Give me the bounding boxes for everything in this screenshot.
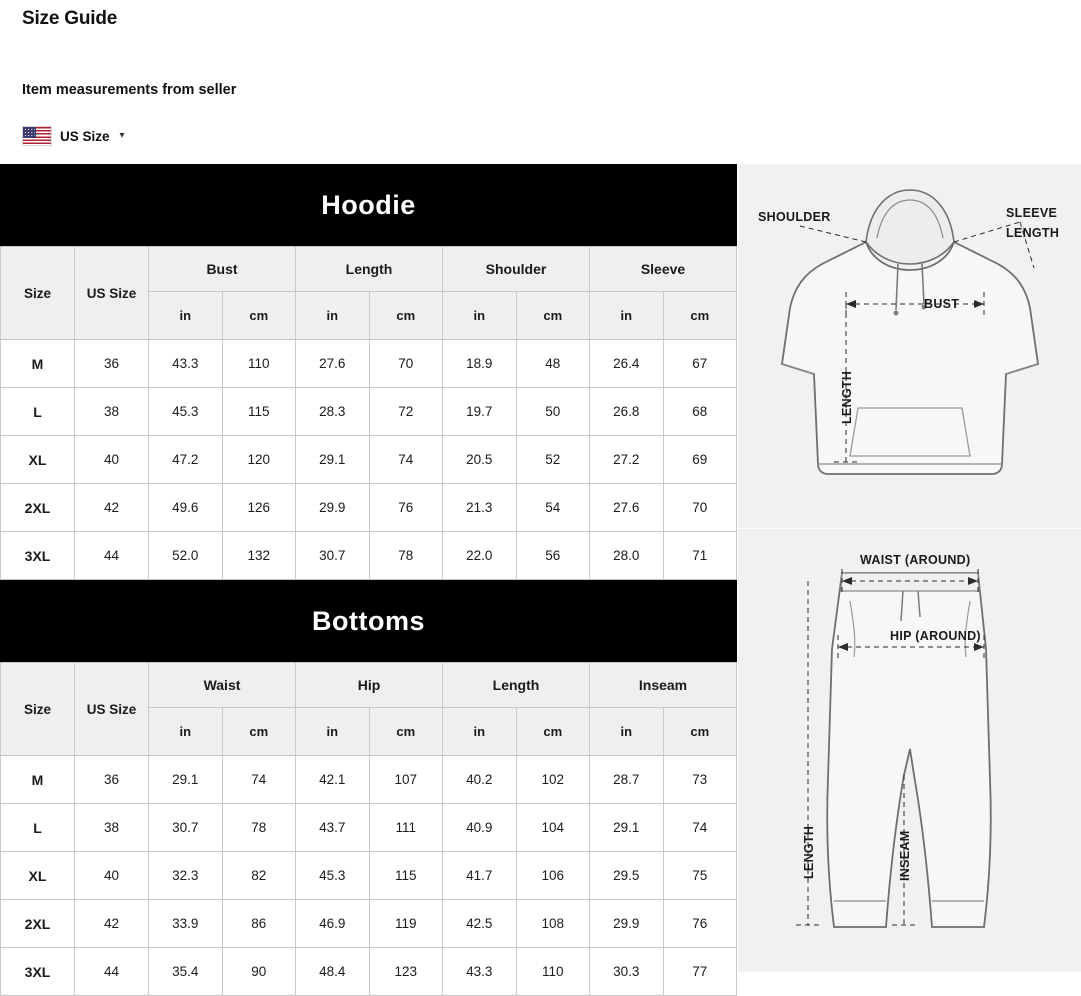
table-row (1, 532, 737, 580)
bottoms-length-label: LENGTH (802, 825, 816, 879)
unit-in: in (296, 708, 370, 756)
cell-value: 27.6 (296, 340, 370, 388)
unit-cm: cm (663, 708, 737, 756)
cell-value: 19.7 (443, 388, 517, 436)
bottoms-inseam-label: INSEAM (898, 830, 912, 881)
cell-value: 47.2 (149, 436, 223, 484)
cell-size: 2XL (1, 484, 75, 532)
cell-value: 46.9 (296, 900, 370, 948)
unit-cm: cm (222, 292, 296, 340)
cell-value: 27.6 (590, 484, 664, 532)
cell-value: 115 (222, 388, 296, 436)
cell-us-size: 36 (75, 340, 149, 388)
cell-value: 82 (222, 852, 296, 900)
cell-value: 33.9 (149, 900, 223, 948)
cell-value: 77 (663, 948, 737, 996)
cell-value: 69 (663, 436, 737, 484)
cell-value: 111 (369, 804, 443, 852)
cell-value: 22.0 (443, 532, 517, 580)
unit-in: in (149, 708, 223, 756)
cell-value: 35.4 (149, 948, 223, 996)
cell-value: 45.3 (149, 388, 223, 436)
cell-value: 132 (222, 532, 296, 580)
cell-value: 29.1 (590, 804, 664, 852)
hoodie-measurement-diagram (738, 164, 1081, 528)
cell-value: 70 (663, 484, 737, 532)
header-us-size: US Size (75, 247, 149, 340)
cell-value: 32.3 (149, 852, 223, 900)
measurement-diagrams (737, 164, 1081, 972)
cell-value: 29.9 (296, 484, 370, 532)
cell-value: 78 (222, 804, 296, 852)
cell-value: 115 (369, 852, 443, 900)
cell-value: 76 (369, 484, 443, 532)
cell-value: 110 (222, 340, 296, 388)
size-guide-content (0, 164, 1080, 980)
measurements-source-note: Item measurements from seller (22, 82, 237, 98)
table-row (1, 436, 737, 484)
cell-value: 71 (663, 532, 737, 580)
cell-us-size: 44 (75, 948, 149, 996)
unit-cm: cm (663, 292, 737, 340)
cell-value: 28.7 (590, 756, 664, 804)
cell-size: M (1, 340, 75, 388)
cell-value: 108 (516, 900, 590, 948)
header-group-shoulder: Shoulder (443, 247, 590, 292)
cell-value: 42.1 (296, 756, 370, 804)
cell-value: 70 (369, 340, 443, 388)
header-size: Size (1, 247, 75, 340)
table-row (1, 756, 737, 804)
cell-value: 28.3 (296, 388, 370, 436)
cell-value: 74 (222, 756, 296, 804)
hoodie-sleeve-label-line2: LENGTH (1006, 226, 1060, 240)
table-row (1, 948, 737, 996)
cell-value: 45.3 (296, 852, 370, 900)
unit-in: in (590, 708, 664, 756)
cell-size: 2XL (1, 900, 75, 948)
cell-value: 107 (369, 756, 443, 804)
cell-value: 54 (516, 484, 590, 532)
table-row (1, 484, 737, 532)
cell-size: L (1, 804, 75, 852)
cell-value: 30.7 (149, 804, 223, 852)
hoodie-shoulder-label: SHOULDER (758, 210, 831, 224)
cell-value: 43.3 (149, 340, 223, 388)
table-row (1, 900, 737, 948)
table-row (1, 388, 737, 436)
cell-value: 50 (516, 388, 590, 436)
table-header-row (1, 663, 737, 708)
unit-cm: cm (516, 292, 590, 340)
cell-value: 120 (222, 436, 296, 484)
cell-value: 119 (369, 900, 443, 948)
cell-value: 18.9 (443, 340, 517, 388)
cell-value: 48.4 (296, 948, 370, 996)
header-group-inseam: Inseam (590, 663, 737, 708)
cell-value: 72 (369, 388, 443, 436)
bottoms-measurement-diagram (738, 529, 1081, 973)
chevron-down-icon[interactable]: ▾ (119, 130, 125, 141)
cell-us-size: 40 (75, 436, 149, 484)
cell-us-size: 42 (75, 484, 149, 532)
cell-value: 43.3 (443, 948, 517, 996)
page-header (0, 8, 1080, 146)
size-guide-page (0, 8, 1080, 980)
cell-value: 123 (369, 948, 443, 996)
cell-value: 29.5 (590, 852, 664, 900)
cell-value: 126 (222, 484, 296, 532)
unit-cm: cm (222, 708, 296, 756)
cell-value: 21.3 (443, 484, 517, 532)
cell-value: 90 (222, 948, 296, 996)
cell-value: 76 (663, 900, 737, 948)
cell-size: XL (1, 852, 75, 900)
cell-value: 75 (663, 852, 737, 900)
table-row (1, 340, 737, 388)
cell-size: M (1, 756, 75, 804)
unit-cm: cm (369, 292, 443, 340)
header-group-length: Length (296, 247, 443, 292)
unit-in: in (590, 292, 664, 340)
cell-value: 26.4 (590, 340, 664, 388)
cell-size: L (1, 388, 75, 436)
unit-in: in (443, 708, 517, 756)
header-group-hip: Hip (296, 663, 443, 708)
cell-value: 102 (516, 756, 590, 804)
unit-selector[interactable] (22, 126, 1058, 146)
cell-value: 41.7 (443, 852, 517, 900)
cell-value: 104 (516, 804, 590, 852)
cell-size: XL (1, 436, 75, 484)
table-row (1, 852, 737, 900)
cell-value: 78 (369, 532, 443, 580)
size-tables (0, 164, 737, 980)
unit-in: in (149, 292, 223, 340)
bottoms-waist-label: WAIST (AROUND) (860, 553, 971, 567)
cell-value: 29.1 (149, 756, 223, 804)
bottoms-size-table (0, 662, 737, 996)
unit-in: in (296, 292, 370, 340)
cell-value: 86 (222, 900, 296, 948)
cell-value: 49.6 (149, 484, 223, 532)
header-group-waist: Waist (149, 663, 296, 708)
cell-us-size: 36 (75, 756, 149, 804)
cell-value: 29.1 (296, 436, 370, 484)
header-size: Size (1, 663, 75, 756)
bottoms-illustration (738, 529, 1081, 972)
cell-value: 48 (516, 340, 590, 388)
header-group-bust: Bust (149, 247, 296, 292)
table-row (1, 804, 737, 852)
bottoms-table-title: Bottoms (0, 580, 737, 662)
cell-size: 3XL (1, 948, 75, 996)
header-group-sleeve: Sleeve (590, 247, 737, 292)
cell-value: 30.7 (296, 532, 370, 580)
header-group-length: Length (443, 663, 590, 708)
unit-cm: cm (516, 708, 590, 756)
cell-value: 110 (516, 948, 590, 996)
table-header-row (1, 247, 737, 292)
cell-us-size: 44 (75, 532, 149, 580)
header-us-size: US Size (75, 663, 149, 756)
cell-value: 52.0 (149, 532, 223, 580)
cell-value: 40.2 (443, 756, 517, 804)
hoodie-size-table (0, 246, 737, 580)
cell-us-size: 38 (75, 804, 149, 852)
cell-value: 43.7 (296, 804, 370, 852)
cell-us-size: 38 (75, 388, 149, 436)
cell-value: 74 (369, 436, 443, 484)
us-flag-icon (22, 126, 52, 146)
hoodie-length-label: LENGTH (840, 370, 854, 424)
hoodie-table-title: Hoodie (0, 164, 737, 246)
cell-size: 3XL (1, 532, 75, 580)
cell-value: 26.8 (590, 388, 664, 436)
cell-value: 74 (663, 804, 737, 852)
cell-value: 29.9 (590, 900, 664, 948)
cell-value: 28.0 (590, 532, 664, 580)
unit-selector-label: US Size (60, 128, 110, 144)
cell-value: 30.3 (590, 948, 664, 996)
cell-value: 56 (516, 532, 590, 580)
cell-value: 20.5 (443, 436, 517, 484)
unit-cm: cm (369, 708, 443, 756)
cell-value: 27.2 (590, 436, 664, 484)
unit-in: in (443, 292, 517, 340)
bottoms-hip-label: HIP (AROUND) (890, 629, 981, 643)
cell-us-size: 42 (75, 900, 149, 948)
cell-value: 68 (663, 388, 737, 436)
cell-value: 73 (663, 756, 737, 804)
cell-value: 67 (663, 340, 737, 388)
cell-value: 106 (516, 852, 590, 900)
hoodie-bust-label: BUST (924, 297, 960, 311)
page-title: Size Guide (22, 8, 118, 29)
cell-us-size: 40 (75, 852, 149, 900)
cell-value: 42.5 (443, 900, 517, 948)
hoodie-sleeve-label-line1: SLEEVE (1006, 206, 1058, 220)
cell-value: 52 (516, 436, 590, 484)
cell-value: 40.9 (443, 804, 517, 852)
